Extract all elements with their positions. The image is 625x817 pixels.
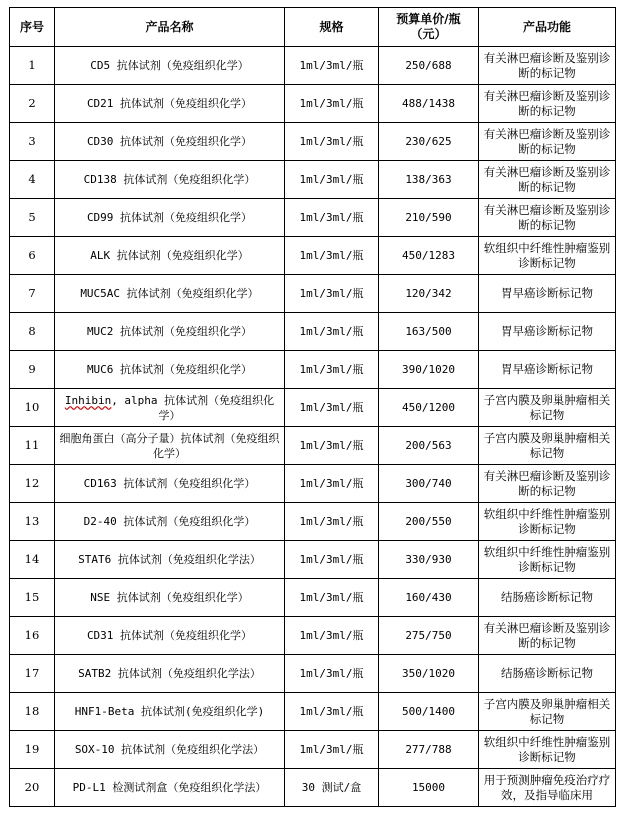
row-number: 14: [10, 541, 55, 579]
product-function: 结肠癌诊断标记物: [479, 655, 616, 693]
product-function: 结肠癌诊断标记物: [479, 579, 616, 617]
row-number: 12: [10, 465, 55, 503]
product-spec: 1ml/3ml/瓶: [285, 617, 379, 655]
product-function: 软组织中纤维性肿瘤鉴别诊断标记物: [479, 731, 616, 769]
product-price: 120/342: [379, 275, 479, 313]
row-number: 17: [10, 655, 55, 693]
product-spec: 1ml/3ml/瓶: [285, 503, 379, 541]
product-name: CD21 抗体试剂（免疫组织化学）: [55, 85, 285, 123]
row-number: 2: [10, 85, 55, 123]
row-number: 18: [10, 693, 55, 731]
header-func: 产品功能: [479, 8, 616, 47]
product-function: 有关淋巴瘤诊断及鉴别诊断的标记物: [479, 199, 616, 237]
product-name: ALK 抗体试剂（免疫组织化学）: [55, 237, 285, 275]
product-price: 390/1020: [379, 351, 479, 389]
row-number: 5: [10, 199, 55, 237]
product-function: 有关淋巴瘤诊断及鉴别诊断的标记物: [479, 161, 616, 199]
product-price: 250/688: [379, 47, 479, 85]
product-name: NSE 抗体试剂（免疫组织化学）: [55, 579, 285, 617]
table-row: [10, 427, 616, 465]
table-row: [10, 541, 616, 579]
product-function: 有关淋巴瘤诊断及鉴别诊断的标记物: [479, 47, 616, 85]
row-number: 11: [10, 427, 55, 465]
product-function: 用于预测肿瘤免疫治疗疗效，及指导临床用: [479, 769, 616, 807]
product-spec: 1ml/3ml/瓶: [285, 47, 379, 85]
table-body: [10, 47, 616, 807]
product-price: 200/550: [379, 503, 479, 541]
product-function: 胃早癌诊断标记物: [479, 275, 616, 313]
table-row: [10, 465, 616, 503]
row-number: 19: [10, 731, 55, 769]
table-row: [10, 389, 616, 427]
product-function: 胃早癌诊断标记物: [479, 313, 616, 351]
product-spec: 1ml/3ml/瓶: [285, 351, 379, 389]
table-row: [10, 351, 616, 389]
product-name: PD-L1 检测试剂盒（免疫组织化学法）: [55, 769, 285, 807]
product-spec: 1ml/3ml/瓶: [285, 237, 379, 275]
row-number: 15: [10, 579, 55, 617]
table-row: [10, 579, 616, 617]
table-row: [10, 85, 616, 123]
product-name: MUC2 抗体试剂（免疫组织化学）: [55, 313, 285, 351]
product-name: CD138 抗体试剂（免疫组织化学）: [55, 161, 285, 199]
row-number: 10: [10, 389, 55, 427]
product-function: 子宫内膜及卵巢肿瘤相关标记物: [479, 693, 616, 731]
product-spec: 1ml/3ml/瓶: [285, 655, 379, 693]
product-function: 胃早癌诊断标记物: [479, 351, 616, 389]
table-row: [10, 617, 616, 655]
product-table: [9, 7, 616, 807]
table-row: [10, 237, 616, 275]
row-number: 7: [10, 275, 55, 313]
header-price: 预算单价/瓶（元）: [379, 8, 479, 47]
header-spec: 规格: [285, 8, 379, 47]
row-number: 16: [10, 617, 55, 655]
row-number: 4: [10, 161, 55, 199]
product-spec: 1ml/3ml/瓶: [285, 693, 379, 731]
product-name-flagged-word: Inhibin: [64, 393, 112, 407]
product-name: HNF1-Beta 抗体试剂(免疫组织化学): [55, 693, 285, 731]
header-name: 产品名称: [55, 8, 285, 47]
product-spec: 1ml/3ml/瓶: [285, 731, 379, 769]
product-function: 有关淋巴瘤诊断及鉴别诊断的标记物: [479, 85, 616, 123]
product-spec: 1ml/3ml/瓶: [285, 541, 379, 579]
product-spec: 1ml/3ml/瓶: [285, 313, 379, 351]
table-row: [10, 313, 616, 351]
product-name: CD31 抗体试剂（免疫组织化学）: [55, 617, 285, 655]
product-name: MUC6 抗体试剂（免疫组织化学）: [55, 351, 285, 389]
product-price: 277/788: [379, 731, 479, 769]
table-row: [10, 47, 616, 85]
product-spec: 1ml/3ml/瓶: [285, 161, 379, 199]
product-price: 330/930: [379, 541, 479, 579]
product-price: 500/1400: [379, 693, 479, 731]
row-number: 20: [10, 769, 55, 807]
table-row: [10, 199, 616, 237]
product-name: CD5 抗体试剂（免疫组织化学）: [55, 47, 285, 85]
product-price: 275/750: [379, 617, 479, 655]
product-spec: 1ml/3ml/瓶: [285, 579, 379, 617]
table-row: [10, 275, 616, 313]
row-number: 3: [10, 123, 55, 161]
product-name: CD30 抗体试剂（免疫组织化学）: [55, 123, 285, 161]
product-function: 软组织中纤维性肿瘤鉴别诊断标记物: [479, 237, 616, 275]
product-function: 软组织中纤维性肿瘤鉴别诊断标记物: [479, 541, 616, 579]
product-name-rest: , alpha 抗体试剂（免疫组织化学）: [111, 393, 275, 422]
product-price: 450/1200: [379, 389, 479, 427]
product-spec: 1ml/3ml/瓶: [285, 465, 379, 503]
product-spec: 1ml/3ml/瓶: [285, 123, 379, 161]
table-row: [10, 693, 616, 731]
product-spec: 1ml/3ml/瓶: [285, 389, 379, 427]
product-price: 230/625: [379, 123, 479, 161]
table-row: [10, 123, 616, 161]
product-price: 210/590: [379, 199, 479, 237]
product-name: CD99 抗体试剂（免疫组织化学）: [55, 199, 285, 237]
row-number: 1: [10, 47, 55, 85]
product-price: 450/1283: [379, 237, 479, 275]
product-spec: 1ml/3ml/瓶: [285, 275, 379, 313]
product-name: 细胞角蛋白（高分子量）抗体试剂（免疫组织化学）: [55, 427, 285, 465]
product-spec: 1ml/3ml/瓶: [285, 427, 379, 465]
table-row: [10, 731, 616, 769]
header-no: 序号: [10, 8, 55, 47]
row-number: 6: [10, 237, 55, 275]
product-price: 160/430: [379, 579, 479, 617]
product-price: 200/563: [379, 427, 479, 465]
product-spec: 1ml/3ml/瓶: [285, 85, 379, 123]
product-name: SATB2 抗体试剂（免疫组织化学法）: [55, 655, 285, 693]
product-function: 软组织中纤维性肿瘤鉴别诊断标记物: [479, 503, 616, 541]
product-price: 300/740: [379, 465, 479, 503]
product-price: 15000: [379, 769, 479, 807]
product-function: 有关淋巴瘤诊断及鉴别诊断的标记物: [479, 465, 616, 503]
product-price: 488/1438: [379, 85, 479, 123]
product-name: MUC5AC 抗体试剂（免疫组织化学）: [55, 275, 285, 313]
product-spec: 1ml/3ml/瓶: [285, 199, 379, 237]
product-price: 138/363: [379, 161, 479, 199]
product-name: STAT6 抗体试剂（免疫组织化学法）: [55, 541, 285, 579]
table-row: [10, 769, 616, 807]
product-function: 子宫内膜及卵巢肿瘤相关标记物: [479, 427, 616, 465]
table-row: [10, 503, 616, 541]
product-name: SOX-10 抗体试剂（免疫组织化学法）: [55, 731, 285, 769]
product-function: 有关淋巴瘤诊断及鉴别诊断的标记物: [479, 123, 616, 161]
table-row: [10, 161, 616, 199]
product-spec: 30 测试/盒: [285, 769, 379, 807]
product-function: 有关淋巴瘤诊断及鉴别诊断的标记物: [479, 617, 616, 655]
row-number: 9: [10, 351, 55, 389]
product-function: 子宫内膜及卵巢肿瘤相关标记物: [479, 389, 616, 427]
product-price: 163/500: [379, 313, 479, 351]
row-number: 8: [10, 313, 55, 351]
product-name: CD163 抗体试剂（免疫组织化学）: [55, 465, 285, 503]
row-number: 13: [10, 503, 55, 541]
product-name: [55, 389, 285, 427]
table-row: [10, 655, 616, 693]
product-price: 350/1020: [379, 655, 479, 693]
product-name: D2-40 抗体试剂（免疫组织化学）: [55, 503, 285, 541]
table-header-row: [10, 8, 616, 47]
